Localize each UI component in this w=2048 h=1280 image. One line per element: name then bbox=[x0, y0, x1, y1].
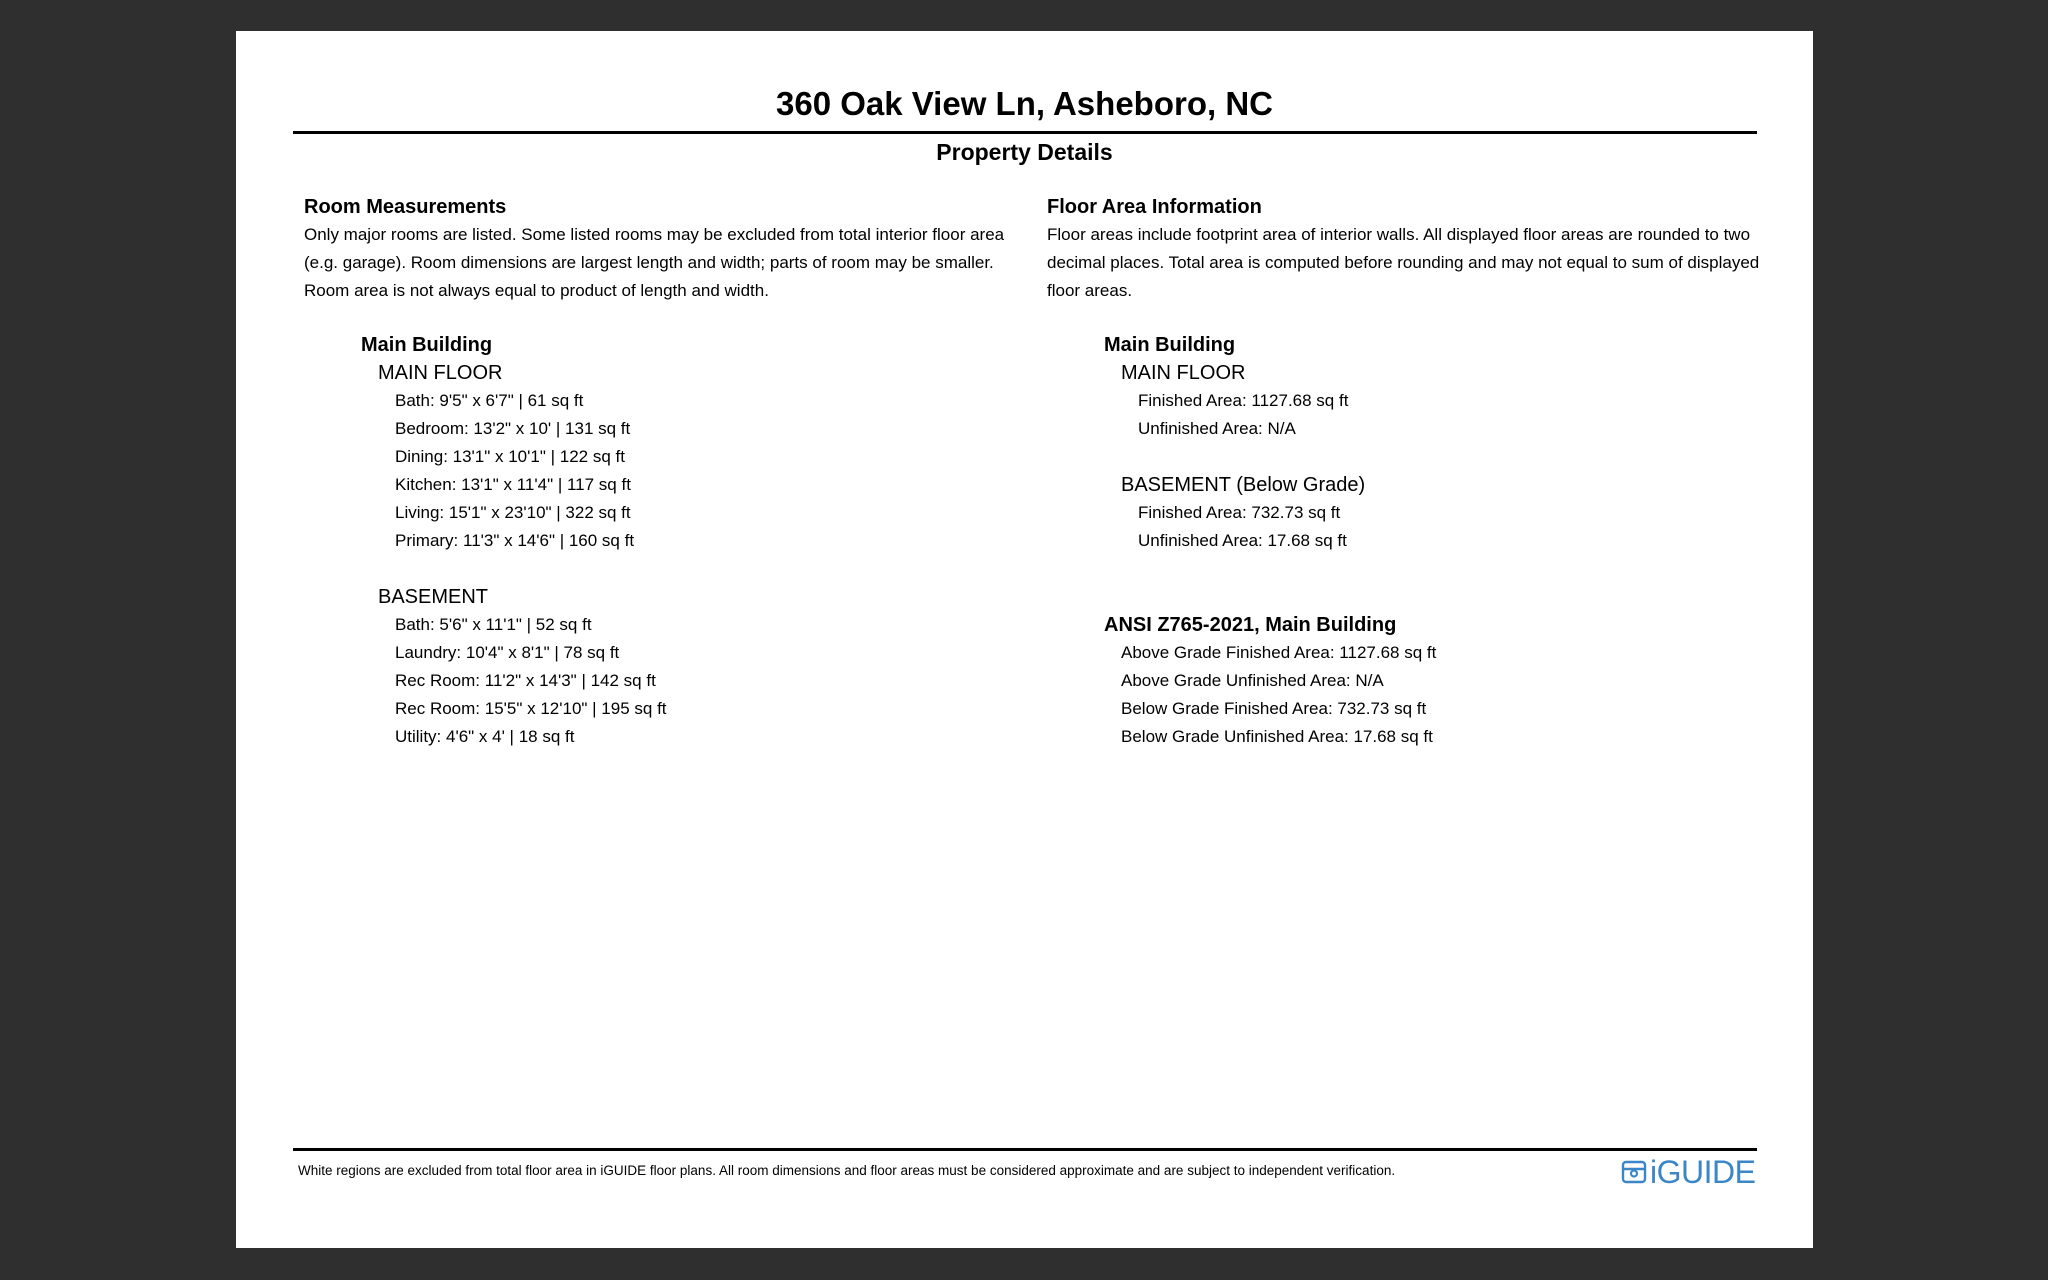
title-divider bbox=[293, 131, 1757, 134]
room-item: Living: 15'1" x 23'10" | 322 sq ft bbox=[395, 503, 631, 522]
ansi-item: Above Grade Unfinished Area: N/A bbox=[1121, 671, 1384, 690]
room-item: Laundry: 10'4" x 8'1" | 78 sq ft bbox=[395, 643, 620, 662]
floor-area-section bbox=[1047, 193, 1767, 751]
ansi-item: Below Grade Unfinished Area: 17.68 sq ft bbox=[1121, 727, 1433, 746]
room-item: Bedroom: 13'2" x 10' | 131 sq ft bbox=[395, 419, 631, 438]
building-name: Main Building bbox=[1104, 334, 1236, 356]
unfinished-area: Unfinished Area: N/A bbox=[1138, 419, 1296, 438]
room-item: Bath: 5'6" x 11'1" | 52 sq ft bbox=[395, 615, 592, 634]
room-measurements-heading: Room Measurements bbox=[304, 196, 507, 218]
floor-label-basement: BASEMENT (Below Grade) bbox=[1121, 474, 1366, 496]
room-measurements-section bbox=[304, 193, 1016, 751]
page-title: 360 Oak View Ln, Asheboro, NC bbox=[776, 85, 1273, 122]
room-item: Primary: 11'3" x 14'6" | 160 sq ft bbox=[395, 531, 635, 550]
floor-label-basement: BASEMENT bbox=[378, 586, 489, 608]
room-item: Rec Room: 11'2" x 14'3" | 142 sq ft bbox=[395, 671, 656, 690]
room-item: Kitchen: 13'1" x 11'4" | 117 sq ft bbox=[395, 475, 631, 494]
floor-area-building bbox=[1047, 331, 1767, 751]
room-measurements-description: Only major rooms are listed. Some listed rooms may be excluded from total interior floor area (e.g. garage). Room dimensions are largest length and width; parts of room may be smaller. Room area is not always equal to product of length and width. bbox=[304, 225, 1005, 300]
floor-area-heading: Floor Area Information bbox=[1047, 196, 1262, 218]
floor-label-main: MAIN FLOOR bbox=[1121, 362, 1246, 384]
building-name: Main Building bbox=[361, 334, 493, 356]
room-item: Utility: 4'6" x 4' | 18 sq ft bbox=[395, 727, 575, 746]
room-measurements-building bbox=[304, 331, 1016, 751]
document-page bbox=[236, 31, 1813, 1248]
footer-disclaimer: White regions are excluded from total floor area in iGUIDE floor plans. All room dimensions and floor areas must be considered approximate and are subject to independent verification. bbox=[298, 1163, 1396, 1178]
footer-divider bbox=[293, 1148, 1757, 1151]
room-item: Rec Room: 15'5" x 12'10" | 195 sq ft bbox=[395, 699, 667, 718]
ansi-item: Above Grade Finished Area: 1127.68 sq ft bbox=[1121, 643, 1437, 662]
finished-area: Finished Area: 732.73 sq ft bbox=[1138, 503, 1341, 522]
finished-area: Finished Area: 1127.68 sq ft bbox=[1138, 391, 1349, 410]
unfinished-area: Unfinished Area: 17.68 sq ft bbox=[1138, 531, 1347, 550]
floor-area-description: Floor areas include footprint area of interior walls. All displayed floor areas are rounded to two decimal places. Total area is computed before rounding and may not equal to sum of displayed floor areas. bbox=[1047, 225, 1760, 300]
room-item: Bath: 9'5" x 6'7" | 61 sq ft bbox=[395, 391, 584, 410]
page-subtitle: Property Details bbox=[936, 139, 1113, 165]
floor-label-main: MAIN FLOOR bbox=[378, 362, 503, 384]
ansi-heading: ANSI Z765-2021, Main Building bbox=[1104, 614, 1397, 636]
iguide-logo bbox=[1621, 1154, 1755, 1190]
ansi-item: Below Grade Finished Area: 732.73 sq ft bbox=[1121, 699, 1427, 718]
room-item: Dining: 13'1" x 10'1" | 122 sq ft bbox=[395, 447, 625, 466]
iguide-logo-text: iGUIDE bbox=[1650, 1154, 1756, 1190]
iguide-logo-icon bbox=[1621, 1159, 1647, 1185]
